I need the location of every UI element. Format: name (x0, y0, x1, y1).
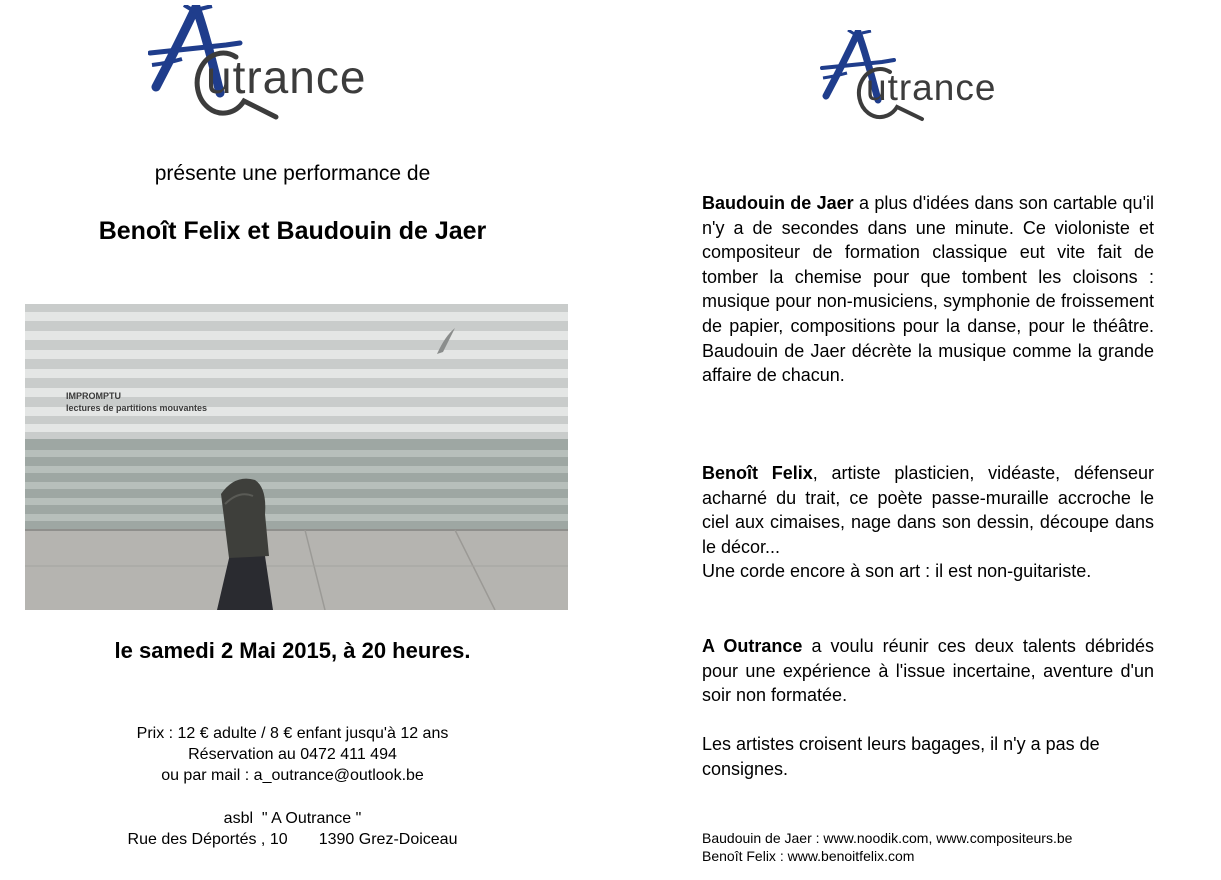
price-info (40, 723, 545, 786)
organizer-info (40, 808, 545, 850)
logo-a-outrance-left (148, 5, 448, 120)
link-baudouin: Baudouin de Jaer : www.noodik.com, www.compositeurs.be (702, 830, 1073, 846)
reservation-line: Réservation au 0472 411 494 (188, 746, 397, 763)
price-line: Prix : 12 € adulte / 8 € enfant jusqu'à 12 ans (136, 725, 449, 742)
bio-text-extra: Une corde encore à son art : il est non-guitariste. (702, 561, 1092, 582)
bio-name: Baudouin de Jaer (702, 193, 854, 213)
asbl-line: asbl " A Outrance " (223, 810, 362, 827)
about-text: a voulu réunir ces deux talents débridés pour une expérience à l'issue incertaine, aventure d'un soir non formatée. (702, 636, 1154, 706)
performance-photo (25, 304, 568, 610)
photo-caption-subtitle: lectures de partitions mouvantes (66, 403, 208, 413)
logo-word: utrance (206, 51, 367, 103)
bio-benoit-felix (702, 461, 1154, 584)
photo-caption (66, 390, 207, 414)
link-benoit: Benoît Felix : www.benoitfelix.com (702, 848, 915, 864)
photo-caption-title: IMPROMPTU (66, 391, 121, 401)
mail-line: ou par mail : a_outrance@outlook.be (161, 767, 424, 784)
bio-baudouin-de-jaer (702, 191, 1154, 388)
presents-line: présente une performance de (154, 162, 431, 185)
closing-paragraph: Les artistes croisent leurs bagages, il n'y a pas de consignes. (702, 734, 1100, 779)
logo-a-outrance-right (820, 30, 1060, 122)
performance-title: Benoît Felix et Baudouin de Jaer (98, 217, 487, 245)
artist-links (702, 829, 1072, 865)
event-date: le samedi 2 Mai 2015, à 20 heures. (114, 638, 471, 663)
photo-scene (25, 304, 568, 610)
bio-name: Benoît Felix (702, 463, 813, 483)
address-line: Rue des Déportés , 10 1390 Grez-Doiceau (127, 831, 458, 848)
about-a-outrance (702, 634, 1154, 708)
org-name: A Outrance (702, 636, 803, 656)
bio-text: a plus d'idées dans son cartable qu'il n'y a de secondes dans une minute. Ce violoniste et compositeur de formation classique eut vite fait de tomber la chemise pour que tombent les cloisons : musique pour non-musiciens, symphonie de froissement de papier, compositions pour la danse, pour le théâtre. Baudouin de Jaer décrète la musique comme la grande affaire de chacun. (702, 193, 1154, 386)
logo-word: utrance (866, 67, 997, 108)
bio-text: , artiste plasticien, vidéaste, défenseur acharné du trait, ce poète passe-muraille accroche le ciel aux cimaises, nage dans son dessin, découpe dans le décor... (702, 463, 1154, 557)
